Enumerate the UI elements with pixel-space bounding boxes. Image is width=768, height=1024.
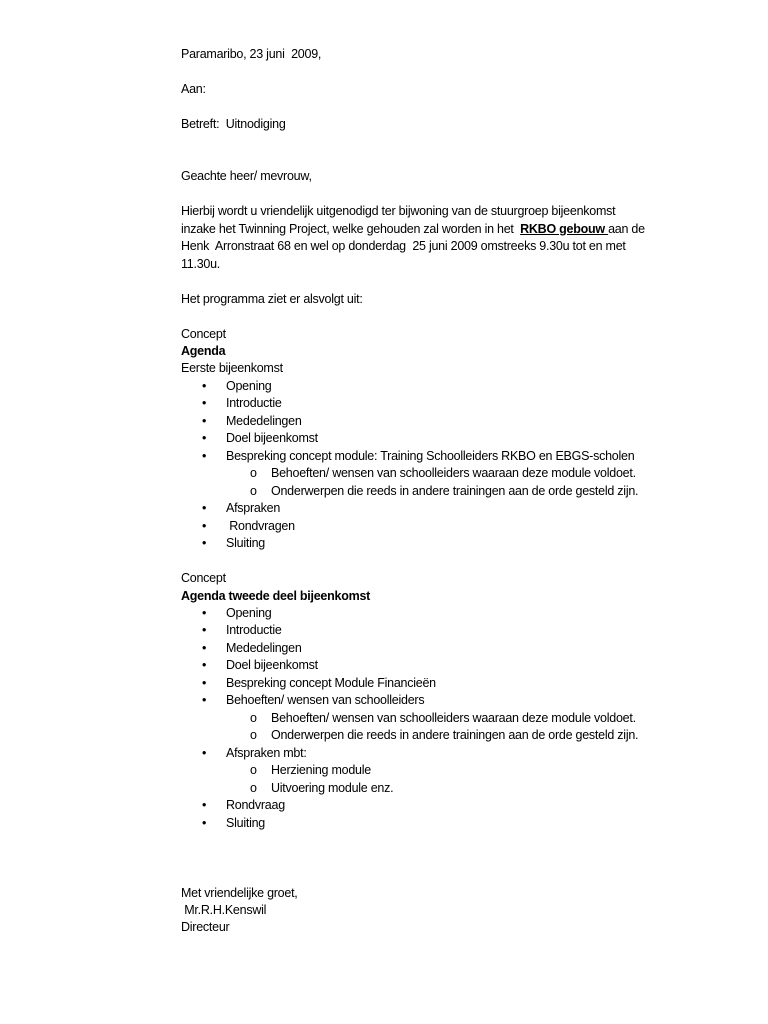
- spacer: [181, 273, 741, 290]
- agenda-item-label: Opening: [226, 606, 272, 620]
- agenda-item-label: Sluiting: [226, 815, 265, 830]
- spacer: [181, 98, 741, 115]
- bullet-marker: •: [202, 378, 207, 393]
- program-intro: Het programma ziet er alsvolgt uit:: [181, 291, 363, 306]
- bullet-marker: •: [202, 658, 207, 673]
- bullet-marker: •: [202, 640, 207, 655]
- spacer: [181, 186, 741, 203]
- agenda-item: [181, 640, 741, 657]
- agenda-item: [181, 692, 741, 709]
- agenda-item: [181, 675, 741, 692]
- agenda-subitem: [181, 727, 741, 744]
- bullet-marker: •: [202, 536, 207, 551]
- place-date: Paramaribo, 23 juni 2009,: [181, 47, 322, 61]
- agenda-subitem: [181, 780, 741, 797]
- spacer: [181, 867, 741, 884]
- emphasis-location: RKBO gebouw: [520, 221, 609, 236]
- agenda-item-label: Mededelingen: [226, 413, 302, 428]
- agenda-subitem-label: Herziening module: [271, 763, 371, 778]
- agenda-subitem: [181, 762, 741, 779]
- agenda-title: Agenda: [181, 343, 226, 358]
- bullet-marker: •: [202, 518, 207, 533]
- agenda-item: [181, 430, 741, 447]
- body-line: [181, 221, 741, 238]
- closing-greeting: Met vriendelijke groet,: [181, 885, 298, 900]
- spacer: [181, 832, 741, 849]
- agenda-item-label: Introductie: [226, 623, 282, 638]
- spacer: [181, 850, 741, 867]
- agenda-status: Concept: [181, 571, 226, 586]
- bullet-marker: •: [202, 606, 207, 620]
- agenda-item: [181, 657, 741, 674]
- bullet-marker: •: [202, 396, 207, 411]
- bullet-marker: •: [202, 413, 207, 428]
- body-line-text: inzake het Twinning Project, welke gehouden zal worden in het: [181, 221, 521, 236]
- agenda-item: [181, 605, 741, 622]
- agenda-item: [181, 500, 741, 517]
- agenda-item: [181, 622, 741, 639]
- body-line: 11.30u.: [181, 256, 221, 271]
- bullet-marker: •: [202, 745, 207, 760]
- bullet-marker: •: [202, 675, 207, 690]
- agenda-subitem-label: Onderwerpen die reeds in andere trainingen aan de orde gesteld zijn.: [271, 728, 639, 743]
- agenda-item-label: Rondvragen: [226, 518, 295, 533]
- spacer: [181, 308, 741, 325]
- agenda-item: [181, 378, 741, 395]
- agenda-item-label: Bespreking concept module: Training Schoolleiders RKBO en EBGS-scholen: [226, 448, 635, 463]
- recipient-label: Aan:: [181, 81, 206, 96]
- sub-marker: o: [250, 728, 257, 743]
- body-line: Henk Arronstraat 68 en wel op donderdag 25 juni 2009 omstreeks 9.30u tot en met: [181, 239, 626, 254]
- agenda-subitem-label: Uitvoering module enz.: [271, 780, 394, 795]
- sub-marker: o: [250, 466, 257, 481]
- bullet-marker: •: [202, 431, 207, 446]
- agenda-item-label: Doel bijeenkomst: [226, 431, 318, 446]
- agenda-item-label: Mededelingen: [226, 640, 302, 655]
- bullet-marker: •: [202, 798, 207, 813]
- agenda-item-label: Rondvraag: [226, 798, 285, 813]
- agenda-subtitle: Eerste bijeenkomst: [181, 361, 283, 376]
- spacer: [181, 553, 741, 570]
- agenda-subitem: [181, 710, 741, 727]
- spacer: [181, 133, 741, 150]
- spacer: [181, 151, 741, 168]
- signatory-name: Mr.R.H.Kenswil: [181, 902, 267, 917]
- agenda-item-label: Opening: [226, 378, 272, 393]
- agenda-item-label: Doel bijeenkomst: [226, 658, 318, 673]
- signatory-title: Directeur: [181, 920, 230, 935]
- bullet-marker: •: [202, 623, 207, 638]
- spacer: [181, 63, 741, 80]
- agenda-item: [181, 413, 741, 430]
- body-line: Hierbij wordt u vriendelijk uitgenodigd ter bijwoning van de stuurgroep bijeenkomst: [181, 204, 616, 219]
- agenda-item-label: Bespreking concept Module Financieën: [226, 675, 436, 690]
- agenda-item-label: Sluiting: [226, 536, 265, 551]
- body-line-text: aan de: [608, 221, 645, 236]
- sub-marker: o: [250, 483, 257, 498]
- bullet-marker: •: [202, 815, 207, 830]
- bullet-marker: •: [202, 448, 207, 463]
- agenda-item: [181, 448, 741, 465]
- agenda-item-label: Introductie: [226, 396, 282, 411]
- agenda-item: [181, 745, 741, 762]
- sub-marker: o: [250, 780, 257, 795]
- agenda-status: Concept: [181, 326, 226, 341]
- agenda-item-label: Behoeften/ wensen van schoolleiders: [226, 693, 425, 708]
- agenda-item: [181, 815, 741, 832]
- sub-marker: o: [250, 763, 257, 778]
- agenda-item-label: Afspraken: [226, 501, 281, 516]
- bullet-marker: •: [202, 501, 207, 516]
- subject-line: Betreft: Uitnodiging: [181, 116, 286, 131]
- agenda-item: [181, 797, 741, 814]
- agenda-subitem-label: Behoeften/ wensen van schoolleiders waaraan deze module voldoet.: [271, 710, 636, 725]
- agenda-item: [181, 518, 741, 535]
- bullet-marker: •: [202, 693, 207, 708]
- letter-body: [181, 46, 741, 937]
- sub-marker: o: [250, 710, 257, 725]
- agenda-subitem: [181, 483, 741, 500]
- agenda-title: Agenda tweede deel bijeenkomst: [181, 588, 371, 603]
- agenda-item: [181, 535, 741, 552]
- agenda-subitem-label: Behoeften/ wensen van schoolleiders waaraan deze module voldoet.: [271, 466, 636, 481]
- agenda-subitem: [181, 465, 741, 482]
- agenda-subitem-label: Onderwerpen die reeds in andere trainingen aan de orde gesteld zijn.: [271, 483, 639, 498]
- agenda-item: [181, 395, 741, 412]
- salutation: Geachte heer/ mevrouw,: [181, 169, 312, 184]
- agenda-item-label: Afspraken mbt:: [226, 745, 307, 760]
